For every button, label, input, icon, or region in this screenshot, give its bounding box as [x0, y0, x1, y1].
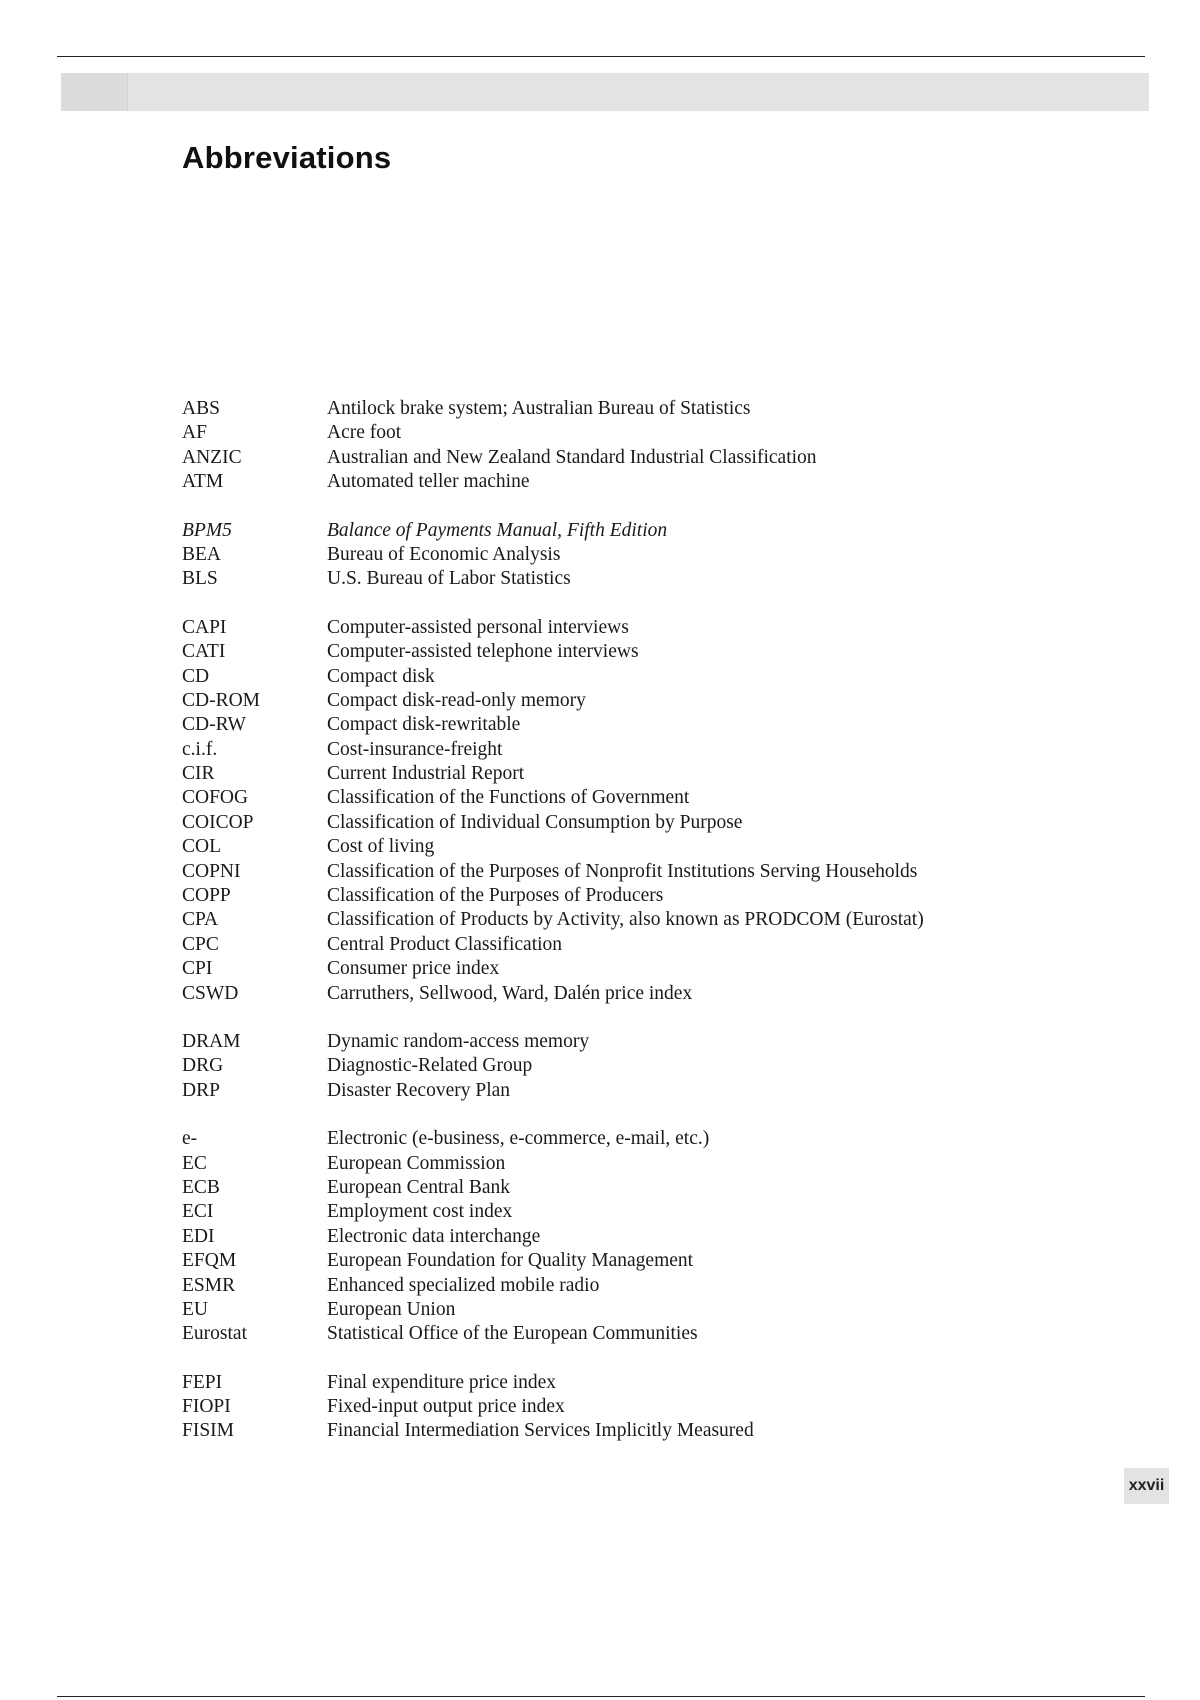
abbreviation-definition: Computer-assisted telephone interviews [327, 641, 639, 663]
abbreviation-row [182, 957, 1082, 981]
abbreviation-row [182, 421, 1082, 445]
abbreviation-row [182, 933, 1082, 957]
abbreviation-term: EFQM [182, 1250, 237, 1272]
abbreviation-term: DRP [182, 1079, 220, 1101]
abbreviation-row [182, 1176, 1082, 1200]
abbreviation-term: COL [182, 836, 221, 858]
abbreviation-definition: Acre foot [327, 422, 402, 444]
abbreviation-term: CD-ROM [182, 689, 261, 711]
abbreviation-definition: Diagnostic-Related Group [327, 1055, 533, 1077]
abbreviation-row [182, 1030, 1082, 1054]
abbreviation-definition: Classification of Individual Consumption by Purpose [327, 811, 743, 833]
abbreviation-definition: Classification of the Functions of Government [327, 787, 690, 809]
abbreviation-term: ECI [182, 1201, 214, 1223]
abbreviation-row [182, 616, 1082, 640]
abbreviation-definition: U.S. Bureau of Labor Statistics [327, 568, 571, 590]
abbreviation-term: COPNI [182, 860, 241, 882]
abbreviation-definition: Final expenditure price index [327, 1371, 557, 1393]
abbreviation-group [182, 1127, 1082, 1347]
abbreviation-row [182, 665, 1082, 689]
abbreviation-definition: Electronic data interchange [327, 1225, 541, 1247]
abbreviation-term: c.i.f. [182, 738, 218, 760]
abbreviation-definition: Financial Intermediation Services Implicitly Measured [327, 1420, 754, 1442]
abbreviation-definition: Consumer price index [327, 958, 500, 980]
abbreviation-term: COFOG [182, 787, 249, 809]
abbreviation-row [182, 835, 1082, 859]
abbreviation-row [182, 1371, 1082, 1395]
abbreviation-definition: Balance of Payments Manual, Fifth Edition [327, 519, 668, 541]
abbreviation-definition: European Commission [327, 1152, 506, 1174]
page-number: xxvii [1124, 1468, 1169, 1504]
abbreviation-term: BEA [182, 543, 221, 565]
abbreviation-row [182, 1054, 1082, 1078]
abbreviation-definition: Compact disk [327, 665, 435, 687]
abbreviation-group [182, 616, 1082, 1006]
top-rule [57, 56, 1145, 57]
abbreviation-definition: Current Industrial Report [327, 763, 525, 785]
abbreviation-term: EDI [182, 1225, 215, 1247]
abbreviation-row [182, 567, 1082, 591]
abbreviation-definition: Bureau of Economic Analysis [327, 543, 561, 565]
abbreviation-definition: Carruthers, Sellwood, Ward, Dalén price index [327, 982, 693, 1004]
abbreviation-definition: Cost-insurance-freight [327, 738, 503, 760]
abbreviation-term: EC [182, 1152, 207, 1174]
abbreviation-row [182, 1395, 1082, 1419]
abbreviation-definition: Enhanced specialized mobile radio [327, 1274, 600, 1296]
abbreviation-row [182, 446, 1082, 470]
abbreviation-row [182, 738, 1082, 762]
abbreviation-term: CPC [182, 933, 219, 955]
abbreviation-group [182, 519, 1082, 592]
abbreviation-term: DRAM [182, 1030, 241, 1052]
abbreviation-term: ESMR [182, 1274, 236, 1296]
abbreviation-term: CAPI [182, 616, 227, 638]
abbreviation-definition: Australian and New Zealand Standard Industrial Classification [327, 446, 817, 468]
abbreviation-group [182, 397, 1082, 495]
abbreviation-term: EU [182, 1298, 208, 1320]
abbreviation-term: CSWD [182, 982, 239, 1004]
abbreviation-definition: Compact disk-read-only memory [327, 689, 586, 711]
abbreviation-row [182, 762, 1082, 786]
abbreviation-row [182, 860, 1082, 884]
abbreviation-row [182, 519, 1082, 543]
abbreviation-term: CD [182, 665, 210, 687]
abbreviation-term: COICOP [182, 811, 254, 833]
abbreviation-term: CATI [182, 641, 226, 663]
abbreviation-row [182, 1274, 1082, 1298]
abbreviation-term: CPA [182, 909, 219, 931]
abbreviation-term: AF [182, 422, 207, 444]
abbreviation-definition: Statistical Office of the European Communities [327, 1323, 698, 1345]
abbreviation-row [182, 1419, 1082, 1443]
page-title: Abbreviations [182, 140, 392, 175]
abbreviation-row [182, 908, 1082, 932]
abbreviation-row [182, 786, 1082, 810]
abbreviation-definition: European Central Bank [327, 1176, 511, 1198]
abbreviation-row [182, 397, 1082, 421]
abbreviation-term: CPI [182, 958, 213, 980]
abbreviation-term: e- [182, 1128, 198, 1150]
abbreviation-definition: Compact disk-rewritable [327, 714, 521, 736]
abbreviation-term: FEPI [182, 1371, 223, 1393]
abbreviation-row [182, 982, 1082, 1006]
abbreviation-row [182, 640, 1082, 664]
abbreviation-group [182, 1371, 1082, 1444]
abbreviation-row [182, 1249, 1082, 1273]
abbreviation-row [182, 884, 1082, 908]
abbreviation-row [182, 1322, 1082, 1346]
abbreviation-row [182, 1200, 1082, 1224]
abbreviation-term: FIOPI [182, 1396, 231, 1418]
abbreviation-row [182, 713, 1082, 737]
abbreviation-definition: Automated teller machine [327, 471, 530, 493]
abbreviation-definition: Classification of Products by Activity, also known as PRODCOM (Eurostat) [327, 909, 924, 931]
abbreviation-row [182, 689, 1082, 713]
header-band [61, 73, 1149, 111]
abbreviation-group [182, 1030, 1082, 1103]
abbreviation-term: CIR [182, 763, 215, 785]
abbreviation-definition: Fixed-input output price index [327, 1396, 565, 1418]
abbreviation-definition: Central Product Classification [327, 933, 563, 955]
abbreviation-definition: Classification of the Purposes of Nonprofit Institutions Serving Households [327, 860, 918, 882]
abbreviation-definition: European Foundation for Quality Management [327, 1250, 694, 1272]
abbreviation-term: ANZIC [182, 446, 242, 468]
bottom-rule [57, 1696, 1145, 1697]
header-band-segment [61, 73, 128, 111]
abbreviation-list [182, 397, 1082, 1468]
abbreviation-term: FISIM [182, 1420, 235, 1442]
abbreviation-row [182, 543, 1082, 567]
abbreviation-row [182, 1225, 1082, 1249]
abbreviation-definition: Dynamic random-access memory [327, 1030, 590, 1052]
abbreviation-definition: Classification of the Purposes of Producers [327, 885, 664, 907]
abbreviation-term: BPM5 [182, 519, 232, 541]
abbreviation-term: Eurostat [182, 1323, 247, 1345]
abbreviation-definition: Antilock brake system; Australian Bureau of Statistics [327, 398, 751, 419]
abbreviation-row [182, 1298, 1082, 1322]
abbreviation-row [182, 470, 1082, 494]
abbreviation-term: DRG [182, 1055, 224, 1077]
abbreviation-row [182, 1152, 1082, 1176]
abbreviation-term: ABS [182, 398, 220, 419]
abbreviation-term: COPP [182, 885, 231, 907]
abbreviation-definition: European Union [327, 1298, 456, 1320]
abbreviation-row [182, 1127, 1082, 1151]
abbreviation-row [182, 1079, 1082, 1103]
abbreviation-row [182, 811, 1082, 835]
abbreviation-term: ATM [182, 471, 224, 493]
abbreviation-definition: Cost of living [327, 836, 435, 858]
abbreviation-term: ECB [182, 1176, 220, 1198]
abbreviation-definition: Electronic (e-business, e-commerce, e-mail, etc.) [327, 1128, 710, 1150]
abbreviation-term: BLS [182, 568, 218, 590]
abbreviation-definition: Employment cost index [327, 1201, 513, 1223]
abbreviation-definition: Disaster Recovery Plan [327, 1079, 511, 1101]
abbreviation-definition: Computer-assisted personal interviews [327, 616, 629, 638]
abbreviation-term: CD-RW [182, 714, 246, 736]
